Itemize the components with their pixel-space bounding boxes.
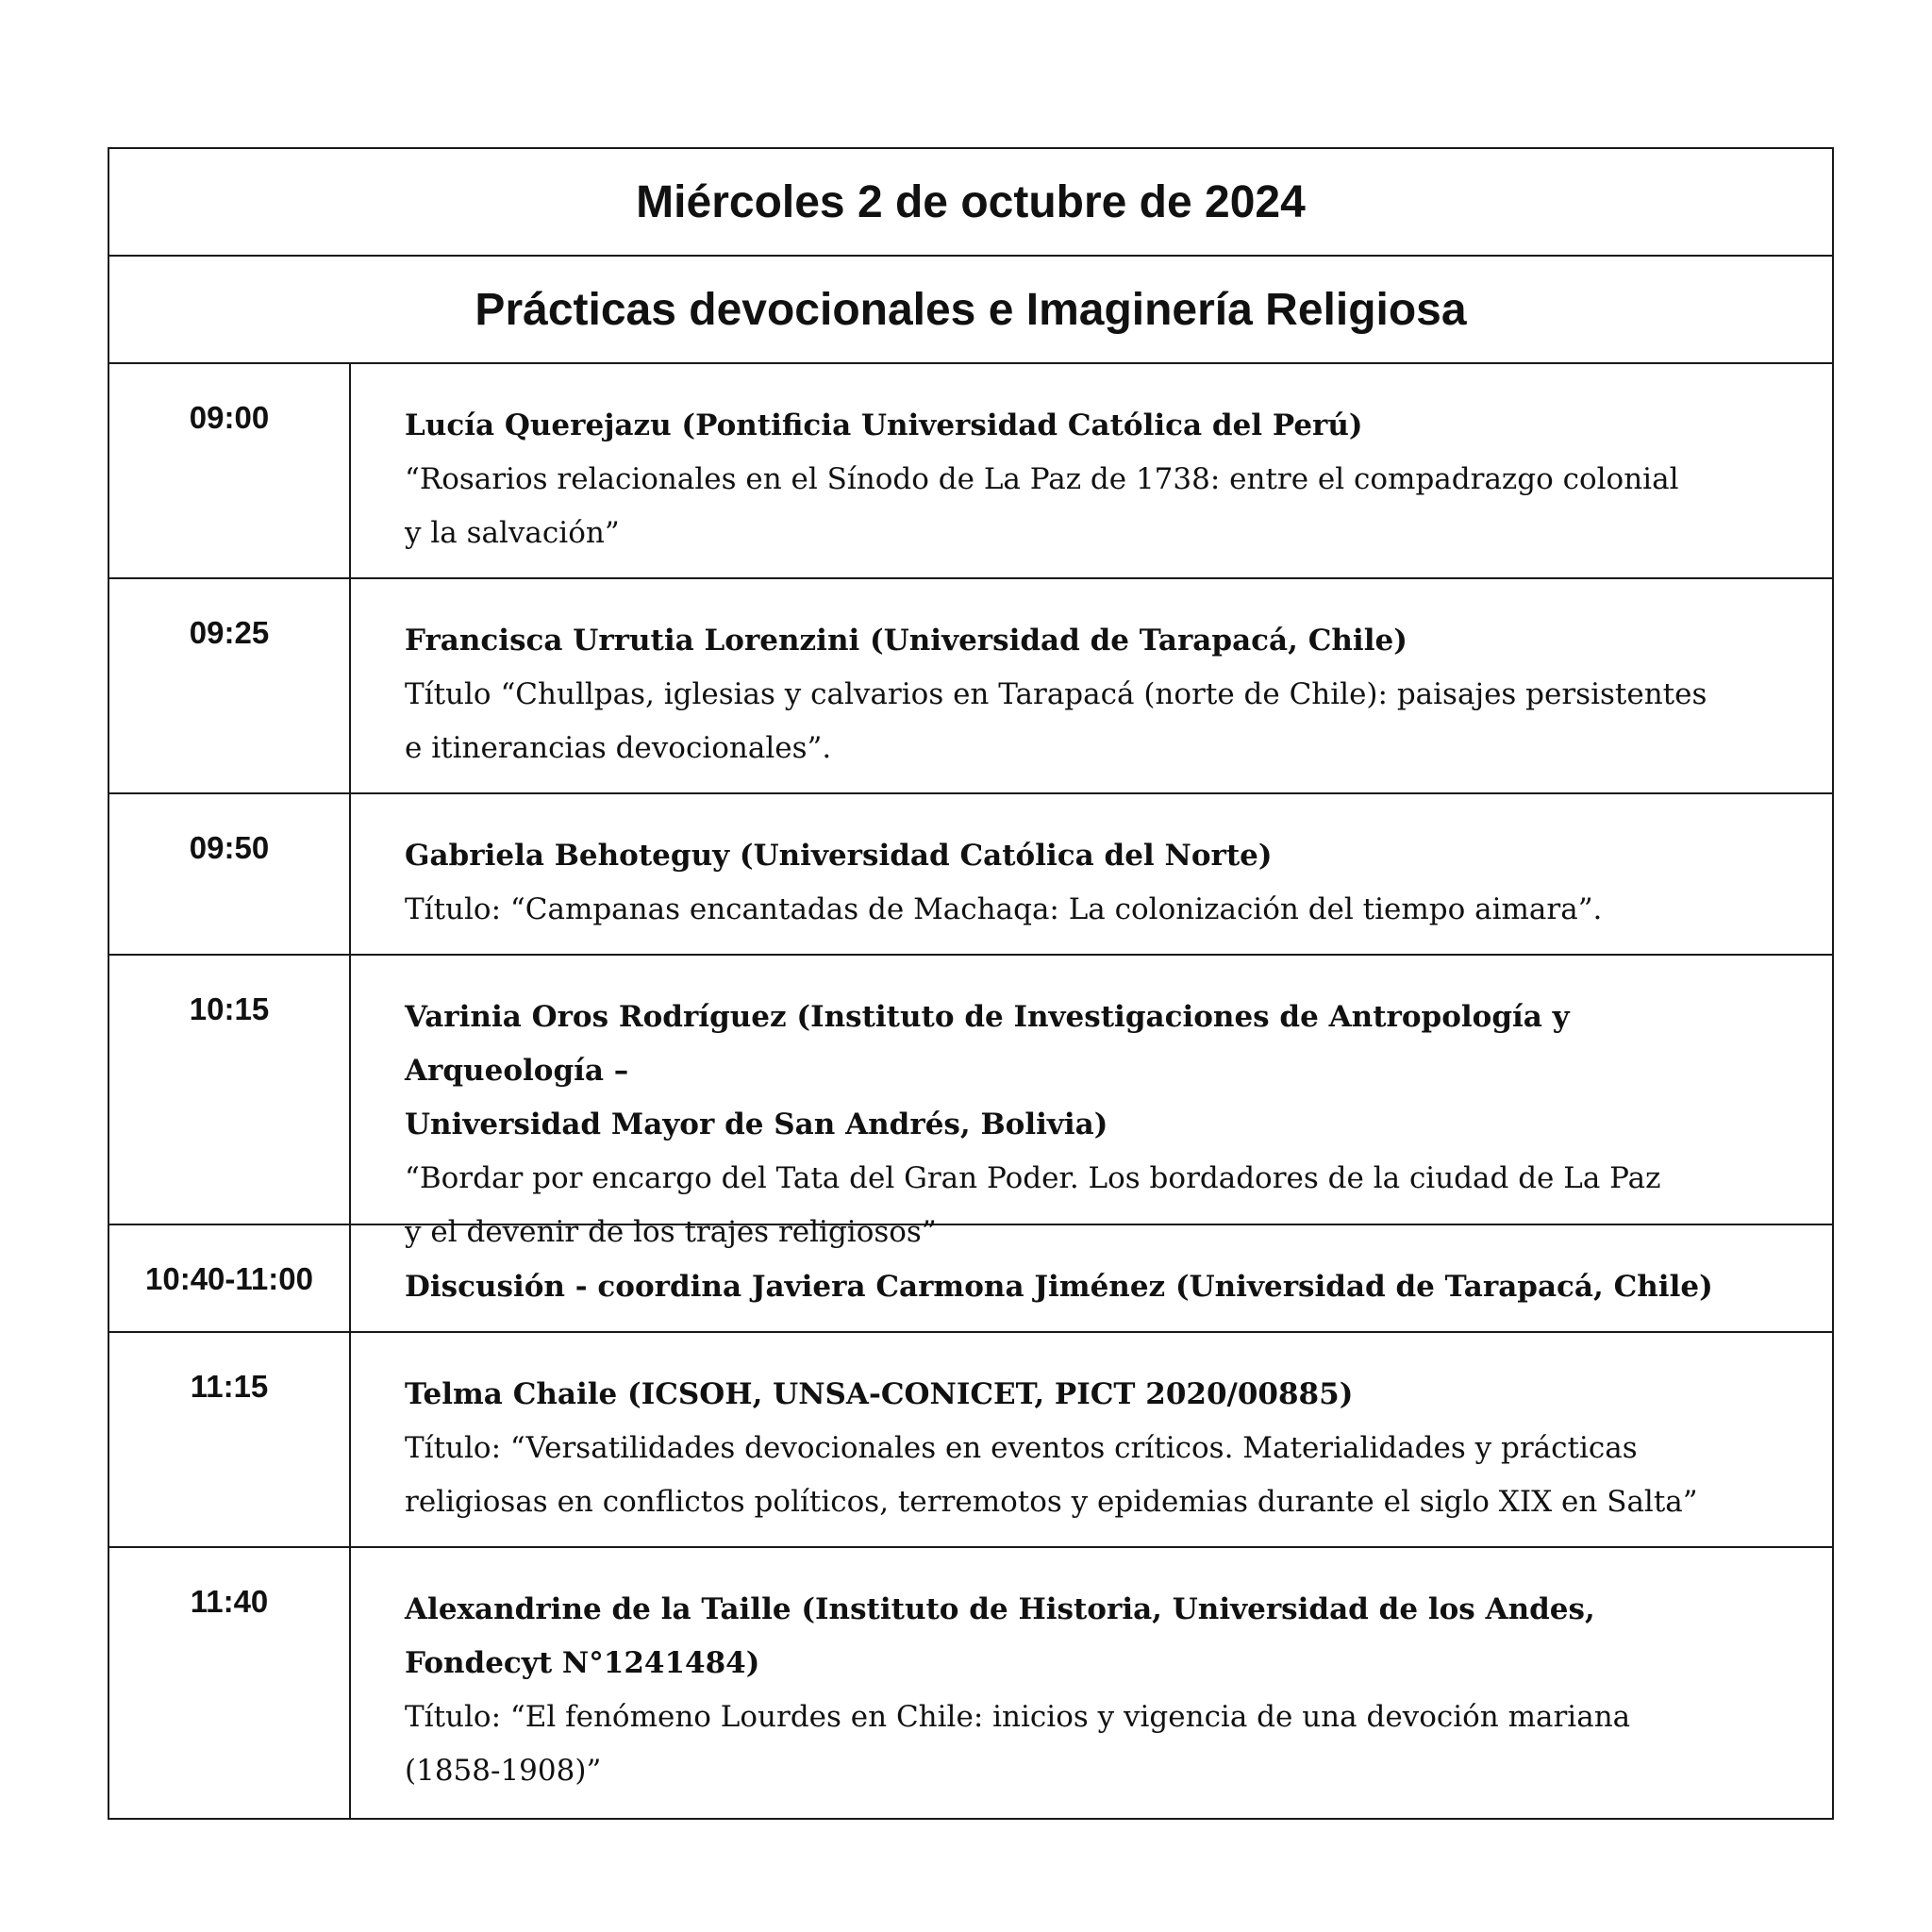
title-line: Título: “El fenómeno Lourdes en Chile: inicios y vigencia de una devoción mariana: [405, 1700, 1631, 1734]
time-cell: 10:40-11:00: [109, 1225, 351, 1331]
title-line: (1858-1908)”: [405, 1754, 602, 1788]
time-cell: 10:15: [109, 956, 351, 1224]
table-row: [109, 794, 1832, 956]
content-cell: [351, 579, 1832, 792]
title-line: Título: “Versatilidades devocionales en eventos críticos. Materialidades y prácticas: [405, 1431, 1638, 1465]
title-line: “Bordar por encargo del Tata del Gran Poder. Los bordadores de la ciudad de La Paz: [405, 1161, 1661, 1195]
table-row: [109, 364, 1832, 579]
speaker-line: Universidad Mayor de San Andrés, Bolivia): [405, 1108, 1108, 1141]
content-cell: [351, 1548, 1832, 1818]
table-row: [109, 1548, 1832, 1818]
speaker: [405, 614, 1757, 668]
time-cell: 11:15: [109, 1333, 351, 1546]
talk-title: [405, 1690, 1757, 1798]
title-line: Título “Chullpas, iglesias y calvarios en Tarapacá (norte de Chile): paisajes persistentes: [405, 677, 1707, 711]
title-line: religiosas en conflictos políticos, terremotos y epidemias durante el siglo XIX en Salta”: [405, 1485, 1698, 1519]
speaker-line: Alexandrine de la Taille (Instituto de Historia, Universidad de los Andes,: [405, 1592, 1595, 1626]
speaker: [405, 1583, 1757, 1690]
table-row: [109, 1225, 1832, 1333]
speaker-line: Fondecyt N°1241484): [405, 1646, 760, 1680]
speaker: [405, 1368, 1757, 1422]
speaker-line: Telma Chaile (ICSOH, UNSA-CONICET, PICT 2020/00885): [405, 1377, 1354, 1411]
table-row: [109, 579, 1832, 794]
speaker-line: Varinia Oros Rodríguez (Instituto de Investigaciones de Antropología y Arqueología –: [405, 1000, 1570, 1088]
talk-title: [405, 453, 1757, 560]
title-line: “Rosarios relacionales en el Sínodo de La Paz de 1738: entre el compadrazgo colonial: [405, 462, 1679, 496]
speaker: [405, 399, 1757, 453]
content-cell: [351, 1225, 1832, 1331]
speaker-line: Discusión - coordina Javiera Carmona Jiménez (Universidad de Tarapacá, Chile): [405, 1270, 1713, 1304]
speaker: [405, 991, 1757, 1152]
talk-title: [405, 1422, 1757, 1529]
talk-title: [405, 668, 1757, 775]
time-cell: 09:50: [109, 794, 351, 954]
content-cell: [351, 1333, 1832, 1546]
table-row: [109, 1333, 1832, 1548]
date-header: Miércoles 2 de octubre de 2024: [109, 149, 1832, 257]
time-cell: 09:25: [109, 579, 351, 792]
content-cell: [351, 794, 1832, 954]
session-header: Prácticas devocionales e Imaginería Religiosa: [109, 257, 1832, 364]
speaker-line: Gabriela Behoteguy (Universidad Católica del Norte): [405, 839, 1273, 873]
schedule-table: [108, 147, 1834, 1820]
content-cell: [351, 364, 1832, 577]
title-line: y la salvación”: [405, 516, 620, 550]
title-line: e itinerancias devocionales”.: [405, 731, 832, 765]
time-cell: 11:40: [109, 1548, 351, 1818]
speaker: [405, 1260, 1757, 1314]
content-cell: [351, 956, 1832, 1249]
title-line: Título: “Campanas encantadas de Machaqa: La colonización del tiempo aimara”.: [405, 892, 1603, 926]
talk-title: [405, 883, 1757, 937]
speaker: [405, 829, 1757, 883]
speaker-line: Francisca Urrutia Lorenzini (Universidad de Tarapacá, Chile): [405, 624, 1407, 658]
time-cell: 09:00: [109, 364, 351, 577]
speaker-line: Lucía Querejazu (Pontificia Universidad Católica del Perú): [405, 408, 1363, 442]
table-row: [109, 956, 1832, 1249]
title-line: y el devenir de los trajes religiosos”: [405, 1215, 937, 1249]
